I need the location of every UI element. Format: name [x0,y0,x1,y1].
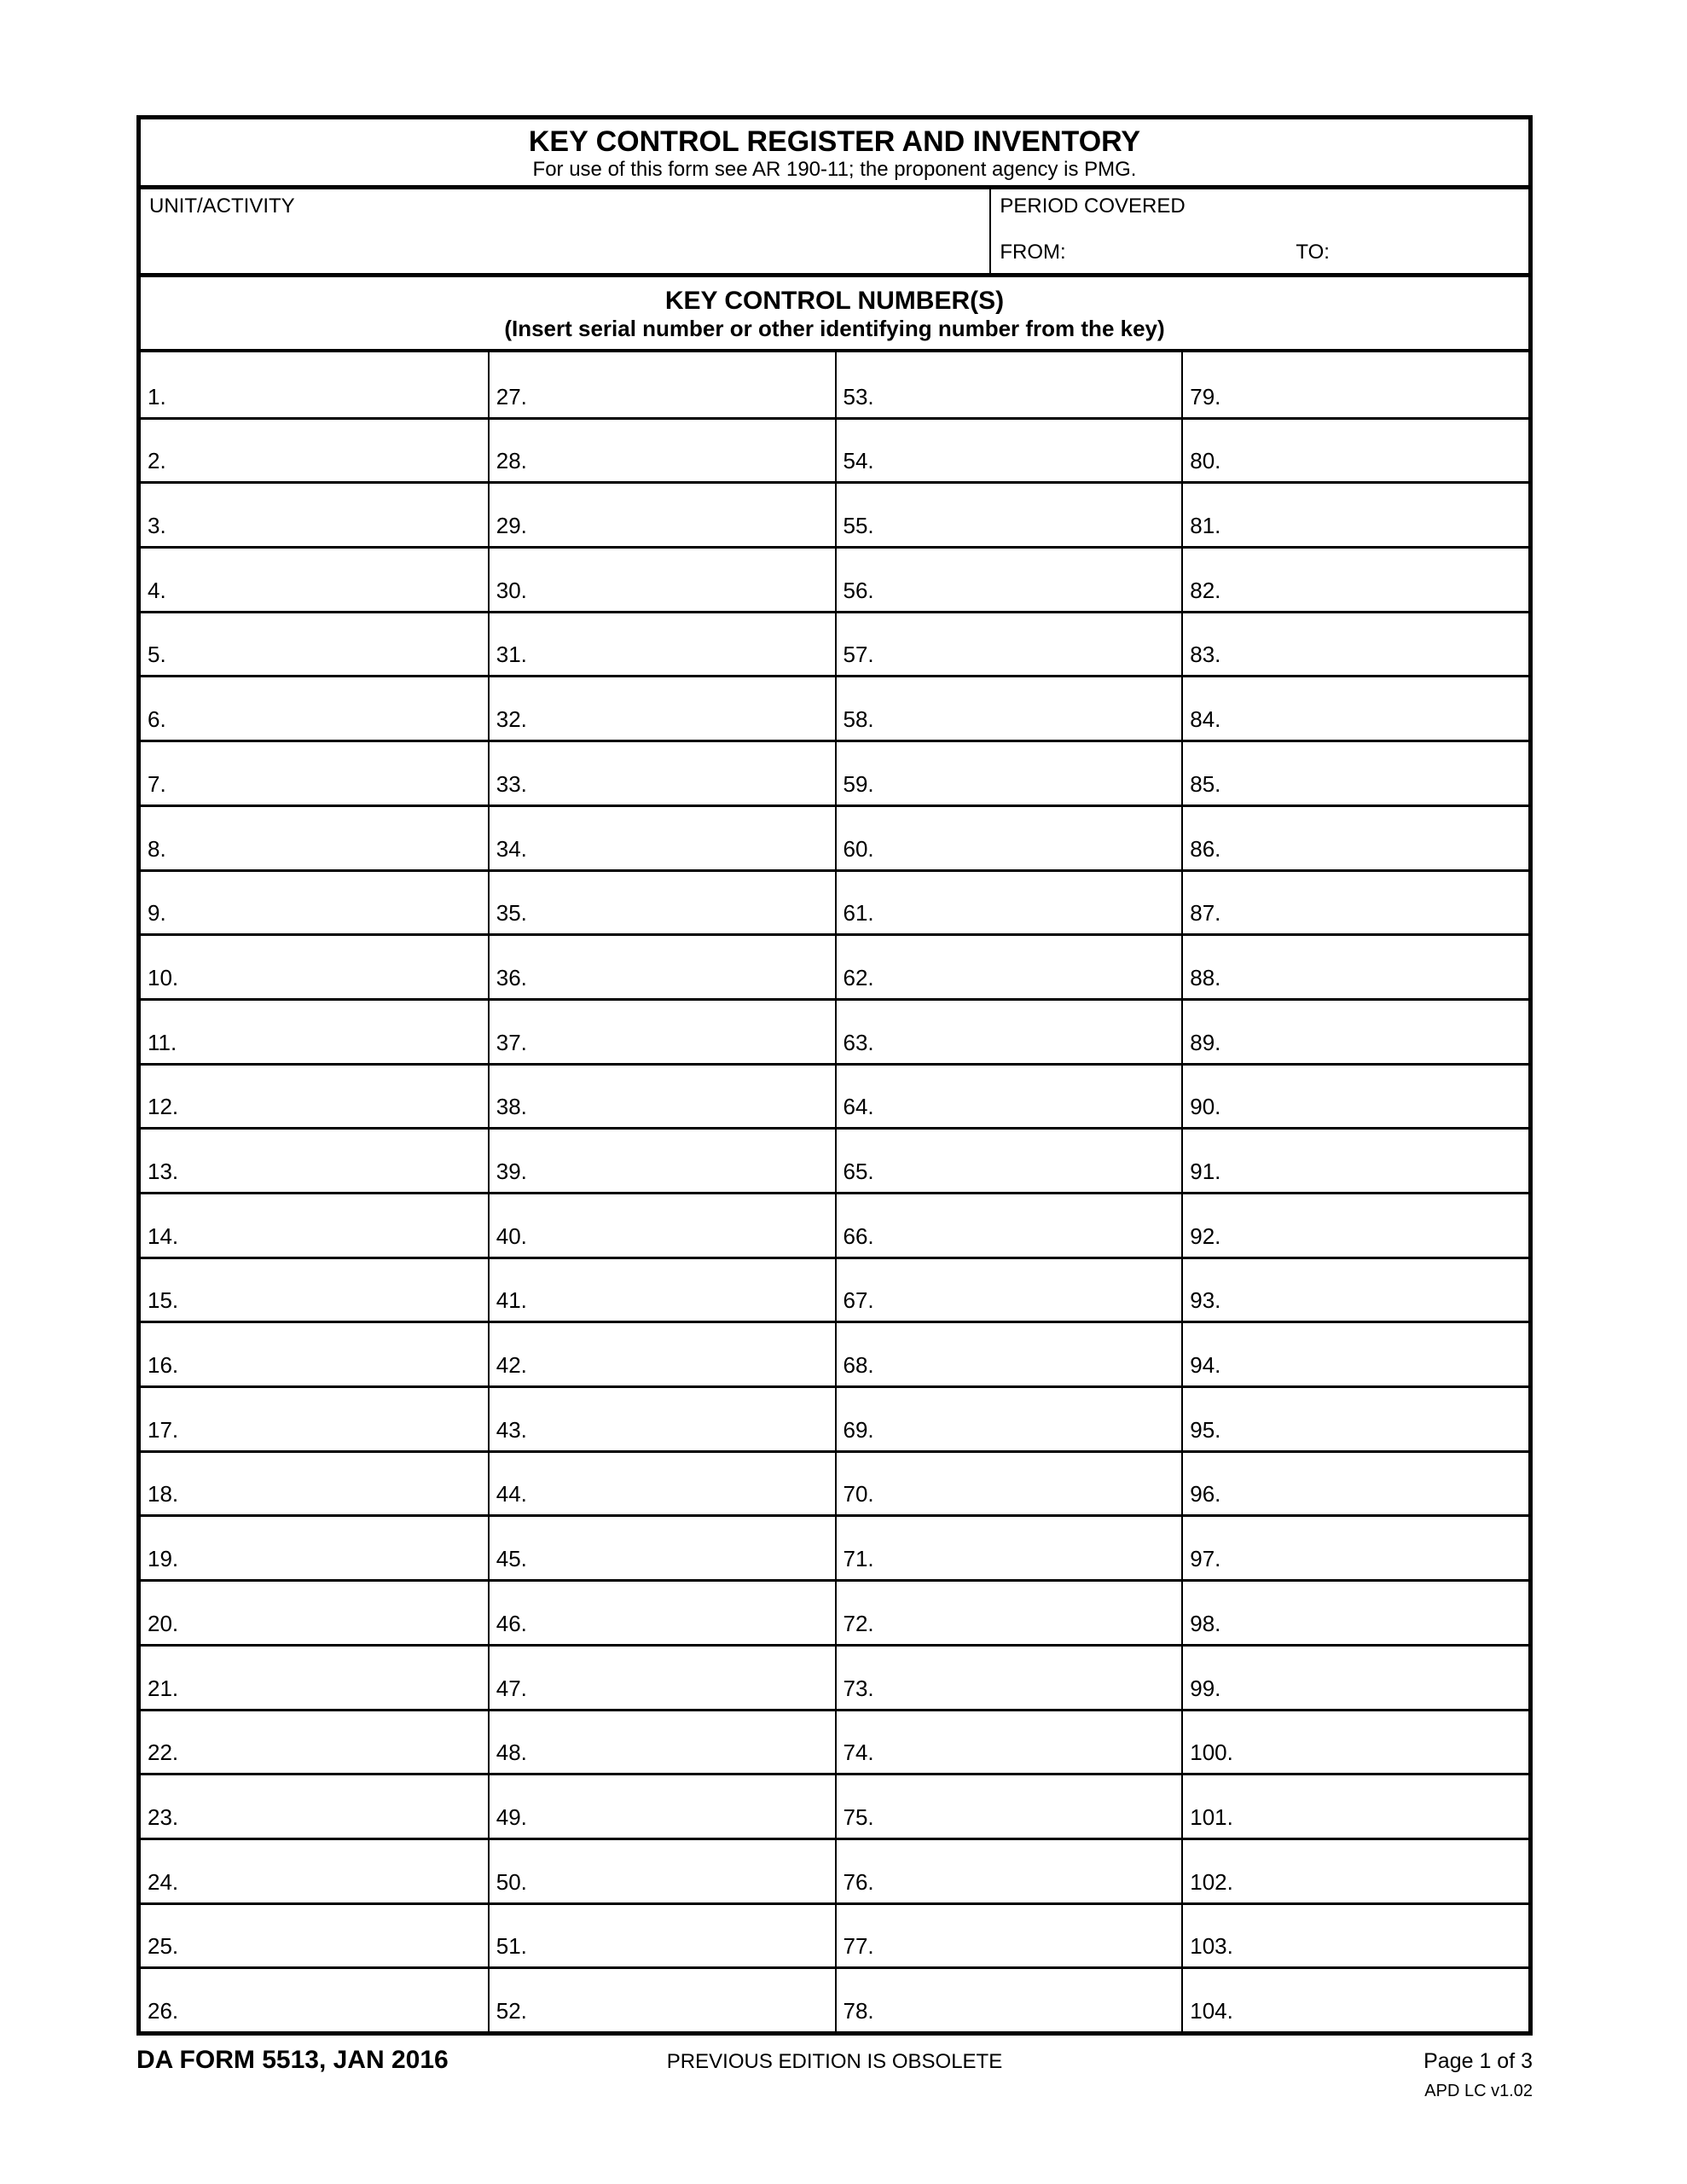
key-number-cell[interactable] [1181,740,1528,804]
key-number-label: 51. [496,1933,527,1960]
key-number-label: 9. [148,900,166,926]
key-number-label: 85. [1190,770,1221,797]
key-number-label: 25. [148,1933,179,1960]
key-number-label: 64. [843,1094,874,1120]
key-number-label: 54. [843,448,874,474]
key-number-cell[interactable] [488,1257,835,1321]
key-number-cell[interactable] [835,998,1182,1063]
key-number-label: 1. [148,383,166,410]
from-label: FROM: [1000,241,1066,264]
key-number-cell[interactable] [488,1579,835,1644]
key-number-cell[interactable] [488,417,835,482]
key-number-cell[interactable] [488,869,835,934]
key-number-label: 53. [843,383,874,410]
key-number-cell[interactable] [835,1902,1182,1967]
info-row [141,189,1528,277]
key-number-label: 50. [496,1868,527,1895]
key-number-cell[interactable] [835,352,1182,417]
key-number-label: 8. [148,835,166,862]
key-number-cell[interactable] [835,933,1182,998]
key-number-label: 96. [1190,1481,1221,1507]
key-number-cell[interactable] [141,1579,488,1644]
key-number-label: 20. [148,1610,179,1636]
key-number-cell[interactable] [488,1321,835,1385]
key-number-label: 68. [843,1352,874,1379]
key-number-label: 18. [148,1481,179,1507]
key-number-label: 79. [1190,383,1221,410]
key-number-label: 52. [496,1997,527,2024]
key-number-cell[interactable] [141,1127,488,1192]
key-number-cell[interactable] [488,1514,835,1579]
key-number-label: 104. [1190,1997,1233,2024]
key-number-cell[interactable] [1181,546,1528,611]
key-number-label: 56. [843,577,874,603]
key-number-cell[interactable] [488,1644,835,1709]
key-number-cell[interactable] [141,1838,488,1902]
key-number-label: 37. [496,1029,527,1055]
key-number-label: 74. [843,1740,874,1766]
key-number-cell[interactable] [141,1709,488,1774]
key-number-cell[interactable] [835,1579,1182,1644]
key-number-cell[interactable] [835,675,1182,740]
key-number-label: 31. [496,642,527,668]
key-number-label: 57. [843,642,874,668]
key-number-label: 23. [148,1804,179,1830]
key-number-label: 46. [496,1610,527,1636]
key-number-label: 39. [496,1158,527,1184]
key-number-cell[interactable] [488,1127,835,1192]
key-number-cell[interactable] [488,740,835,804]
key-number-cell[interactable] [141,869,488,934]
key-number-cell[interactable] [1181,1514,1528,1579]
key-number-cell[interactable] [835,1063,1182,1128]
period-covered-field[interactable] [991,189,1528,273]
key-number-cell[interactable] [1181,933,1528,998]
key-number-label: 28. [496,448,527,474]
key-number-label: 98. [1190,1610,1221,1636]
key-number-cell[interactable] [835,740,1182,804]
key-number-label: 12. [148,1094,179,1120]
key-number-label: 89. [1190,1029,1221,1055]
key-number-label: 102. [1190,1868,1233,1895]
key-number-cell[interactable] [1181,1385,1528,1450]
key-number-label: 33. [496,770,527,797]
key-number-cell[interactable] [141,1773,488,1838]
key-number-label: 16. [148,1352,179,1379]
key-number-label: 81. [1190,513,1221,539]
key-number-label: 71. [843,1546,874,1572]
key-number-cell[interactable] [141,1063,488,1128]
key-number-cell[interactable] [488,1709,835,1774]
key-number-cell[interactable] [488,1063,835,1128]
key-number-cell[interactable] [835,869,1182,934]
key-number-label: 55. [843,513,874,539]
key-number-cell[interactable] [488,1966,835,2031]
unit-activity-field[interactable] [141,189,991,273]
key-number-cell[interactable] [488,611,835,676]
key-control-subheading: (Insert serial number or other identifying number from the key) [504,316,1165,342]
key-number-label: 7. [148,770,166,797]
key-number-label: 67. [843,1287,874,1314]
key-number-cell[interactable] [488,481,835,546]
key-number-cell[interactable] [141,1514,488,1579]
edition-note: PREVIOUS EDITION IS OBSOLETE [666,2050,1003,2073]
key-number-cell[interactable] [1181,1063,1528,1128]
key-number-cell[interactable] [835,481,1182,546]
key-number-label: 21. [148,1675,179,1701]
key-number-cell[interactable] [488,1773,835,1838]
key-number-label: 43. [496,1416,527,1443]
key-number-label: 61. [843,900,874,926]
key-number-label: 86. [1190,835,1221,862]
key-number-label: 44. [496,1481,527,1507]
key-number-cell[interactable] [835,611,1182,676]
key-number-cell[interactable] [141,1192,488,1257]
key-number-label: 99. [1190,1675,1221,1701]
key-number-cell[interactable] [488,352,835,417]
key-number-cell[interactable] [141,1321,488,1385]
key-number-cell[interactable] [141,675,488,740]
key-number-cell[interactable] [835,1385,1182,1450]
key-number-label: 11. [148,1029,177,1055]
key-control-heading: KEY CONTROL NUMBER(S) [664,287,1005,315]
key-number-label: 34. [496,835,527,862]
key-number-label: 80. [1190,448,1221,474]
key-number-cell[interactable] [488,1192,835,1257]
key-number-cell[interactable] [141,1450,488,1515]
key-number-cell[interactable] [1181,1579,1528,1644]
key-number-label: 78. [843,1997,874,2024]
key-number-label: 75. [843,1804,874,1830]
title-block [141,119,1528,189]
key-number-label: 93. [1190,1287,1221,1314]
key-number-label: 66. [843,1223,874,1249]
key-number-label: 27. [496,383,527,410]
key-number-cell[interactable] [141,1966,488,2031]
key-number-cell[interactable] [835,546,1182,611]
apd-version: APD LC v1.02 [1424,2082,1533,2100]
to-label: TO: [1296,241,1330,264]
key-number-label: 40. [496,1223,527,1249]
key-number-cell[interactable] [1181,1644,1528,1709]
key-number-label: 30. [496,577,527,603]
key-number-label: 60. [843,835,874,862]
key-number-cell[interactable] [141,740,488,804]
key-number-label: 100. [1190,1740,1233,1766]
key-number-label: 82. [1190,577,1221,603]
key-number-grid [141,352,1528,2031]
key-number-cell[interactable] [835,1321,1182,1385]
key-control-header [141,277,1528,352]
key-number-cell[interactable] [1181,1902,1528,1967]
key-number-label: 77. [843,1933,874,1960]
key-number-cell[interactable] [1181,1709,1528,1774]
key-number-label: 26. [148,1997,179,2024]
key-number-cell[interactable] [488,1902,835,1967]
key-number-cell[interactable] [835,1966,1182,2031]
key-number-cell[interactable] [1181,1838,1528,1902]
key-number-cell[interactable] [1181,1321,1528,1385]
key-number-cell[interactable] [1181,1192,1528,1257]
key-number-label: 62. [843,964,874,990]
key-number-cell[interactable] [835,1773,1182,1838]
key-number-cell[interactable] [488,998,835,1063]
key-number-label: 45. [496,1546,527,1572]
form-title: KEY CONTROL REGISTER AND INVENTORY [528,125,1141,158]
key-number-label: 63. [843,1029,874,1055]
key-number-cell[interactable] [835,1709,1182,1774]
key-number-label: 3. [148,513,166,539]
key-number-cell[interactable] [835,1644,1182,1709]
key-number-cell[interactable] [141,1902,488,1967]
key-number-cell[interactable] [488,675,835,740]
key-number-cell[interactable] [1181,417,1528,482]
key-number-cell[interactable] [488,1838,835,1902]
key-number-label: 32. [496,706,527,733]
key-number-label: 42. [496,1352,527,1379]
key-number-cell[interactable] [488,546,835,611]
key-number-cell[interactable] [835,1514,1182,1579]
key-number-cell[interactable] [1181,611,1528,676]
key-number-label: 88. [1190,964,1221,990]
key-number-cell[interactable] [835,1192,1182,1257]
key-number-cell[interactable] [835,417,1182,482]
key-number-cell[interactable] [141,481,488,546]
key-number-label: 17. [148,1416,179,1443]
key-number-label: 29. [496,513,527,539]
key-number-cell[interactable] [488,1450,835,1515]
key-number-cell[interactable] [835,804,1182,869]
key-number-label: 72. [843,1610,874,1636]
key-number-label: 76. [843,1868,874,1895]
key-number-label: 97. [1190,1546,1221,1572]
key-number-cell[interactable] [1181,1257,1528,1321]
key-number-cell[interactable] [835,1127,1182,1192]
key-number-label: 70. [843,1481,874,1507]
key-number-cell[interactable] [141,998,488,1063]
key-number-label: 22. [148,1740,179,1766]
key-number-cell[interactable] [488,804,835,869]
key-number-label: 35. [496,900,527,926]
key-number-label: 83. [1190,642,1221,668]
key-number-label: 2. [148,448,166,474]
period-covered-label: PERIOD COVERED [1000,195,1186,218]
key-number-cell[interactable] [1181,1966,1528,2031]
key-number-cell[interactable] [141,804,488,869]
key-number-label: 90. [1190,1094,1221,1120]
key-number-label: 69. [843,1416,874,1443]
key-number-cell[interactable] [141,352,488,417]
key-number-cell[interactable] [488,933,835,998]
key-number-cell[interactable] [1181,1773,1528,1838]
key-number-label: 13. [148,1158,179,1184]
page-indicator: Page 1 of 3 [1423,2049,1533,2073]
key-number-cell[interactable] [141,546,488,611]
key-number-cell[interactable] [1181,675,1528,740]
key-number-label: 4. [148,577,166,603]
key-number-label: 5. [148,642,166,668]
key-number-label: 19. [148,1546,179,1572]
key-number-cell[interactable] [141,933,488,998]
key-number-label: 94. [1190,1352,1221,1379]
key-number-cell[interactable] [1181,352,1528,417]
key-number-label: 6. [148,706,166,733]
key-number-label: 103. [1190,1933,1233,1960]
key-number-cell[interactable] [141,1644,488,1709]
key-number-label: 38. [496,1094,527,1120]
key-number-cell[interactable] [141,1257,488,1321]
key-number-cell[interactable] [1181,1450,1528,1515]
key-number-label: 84. [1190,706,1221,733]
key-number-label: 73. [843,1675,874,1701]
key-number-label: 24. [148,1868,179,1895]
form-container [136,115,1533,2036]
form-number: DA FORM 5513, JAN 2016 [136,2046,449,2074]
key-number-label: 92. [1190,1223,1221,1249]
key-number-label: 41. [496,1287,527,1314]
key-number-cell[interactable] [1181,481,1528,546]
key-number-label: 36. [496,964,527,990]
key-number-cell[interactable] [488,1385,835,1450]
key-number-label: 87. [1190,900,1221,926]
key-number-label: 14. [148,1223,179,1249]
key-number-cell[interactable] [141,1385,488,1450]
key-number-cell[interactable] [835,1450,1182,1515]
key-number-label: 10. [148,964,179,990]
key-number-label: 101. [1190,1804,1233,1830]
key-number-label: 95. [1190,1416,1221,1443]
key-number-label: 65. [843,1158,874,1184]
key-number-cell[interactable] [1181,804,1528,869]
key-number-label: 47. [496,1675,527,1701]
key-number-label: 91. [1190,1158,1221,1184]
key-number-cell[interactable] [1181,869,1528,934]
key-number-label: 59. [843,770,874,797]
key-number-label: 15. [148,1287,179,1314]
key-number-label: 49. [496,1804,527,1830]
key-number-cell[interactable] [835,1838,1182,1902]
form-subtitle: For use of this form see AR 190-11; the proponent agency is PMG. [532,158,1137,182]
key-number-cell[interactable] [141,611,488,676]
key-number-label: 48. [496,1740,527,1766]
unit-activity-label: UNIT/ACTIVITY [149,195,295,218]
key-number-cell[interactable] [835,1257,1182,1321]
key-number-label: 58. [843,706,874,733]
key-number-cell[interactable] [141,417,488,482]
key-number-cell[interactable] [1181,998,1528,1063]
key-number-cell[interactable] [1181,1127,1528,1192]
footer-row [136,2046,1533,2075]
